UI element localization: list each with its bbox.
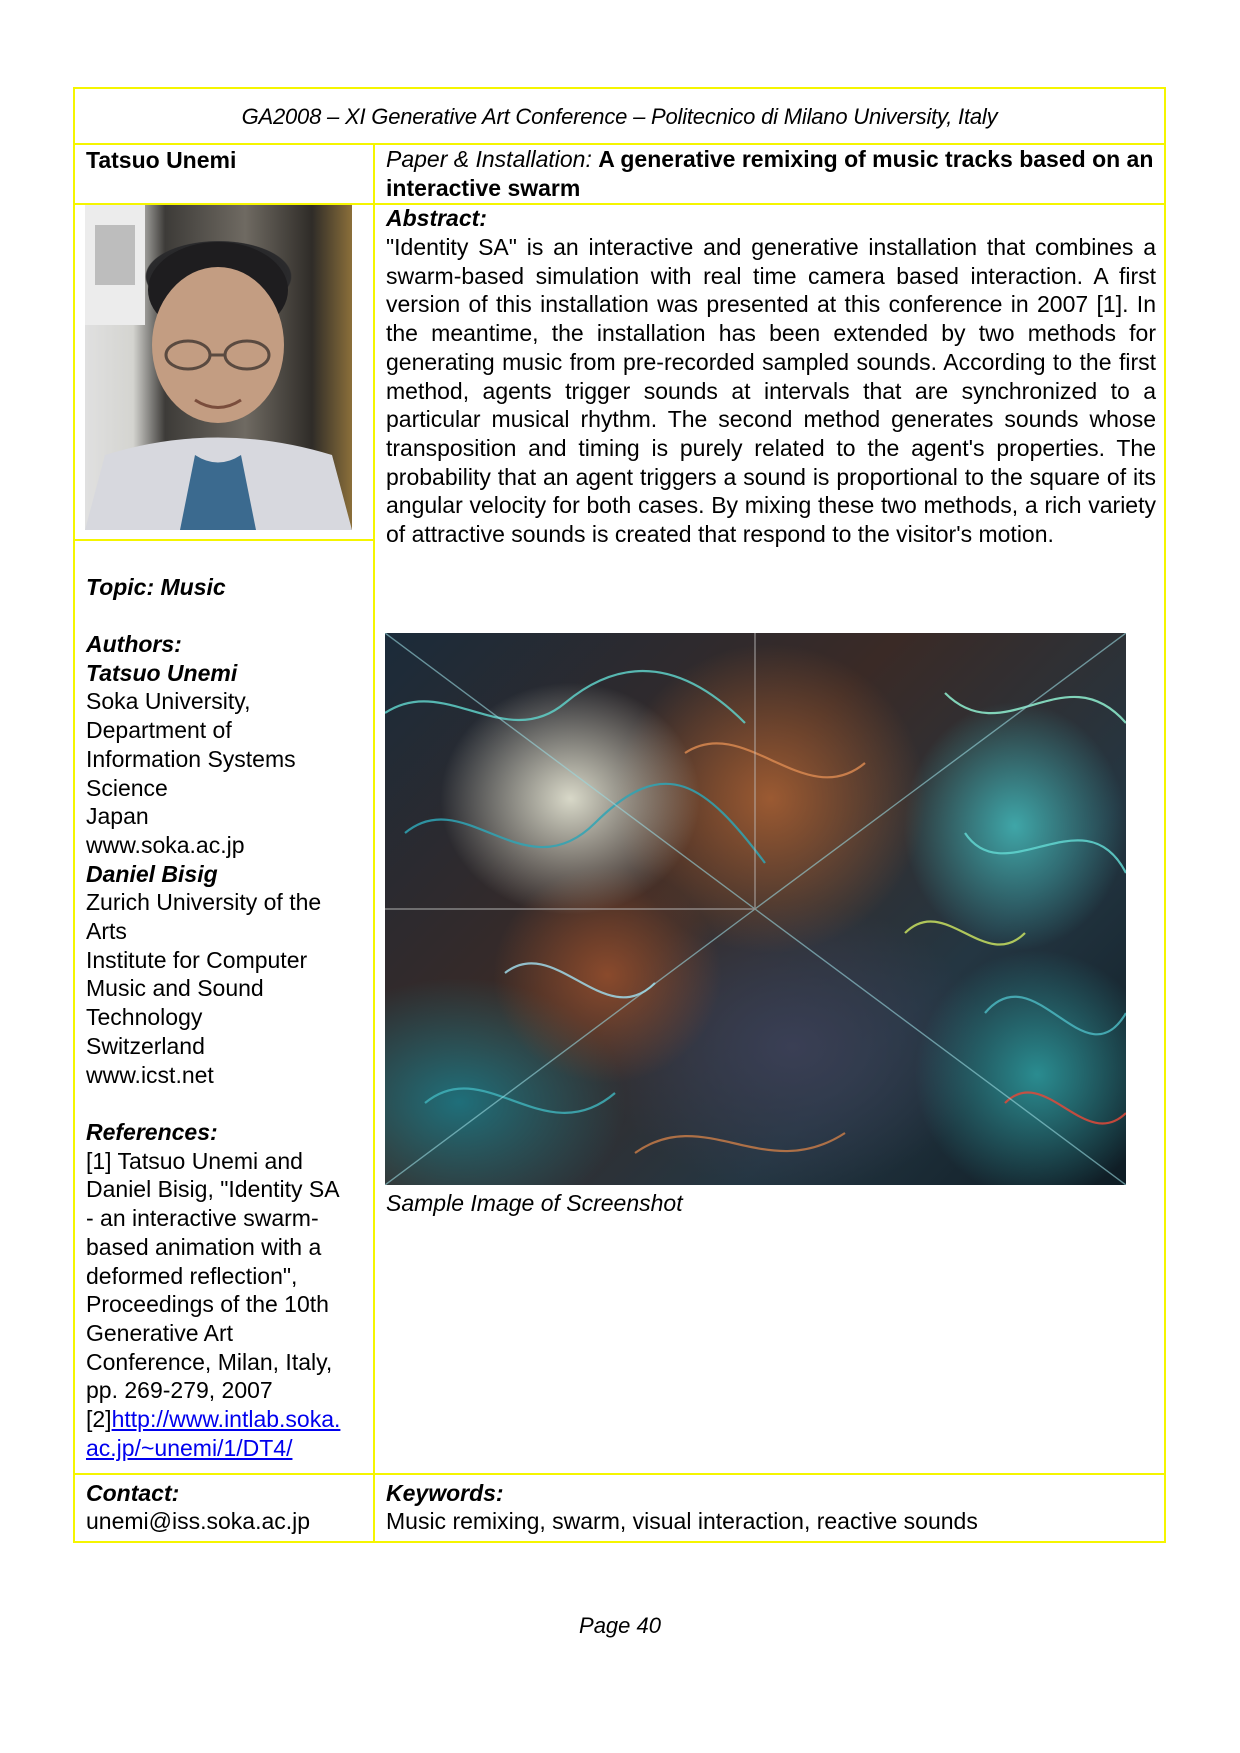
conference-header: GA2008 – XI Generative Art Conference – Politecnico di Milano University, Italy xyxy=(241,104,998,129)
references-section xyxy=(86,1118,368,1462)
author-2-line: Zurich University of the xyxy=(86,889,322,916)
authors-section xyxy=(86,630,368,1089)
author-name: Tatsuo Unemi xyxy=(86,147,237,173)
reference-2-link-cont[interactable]: ac.jp/~unemi/1/DT4/ xyxy=(86,1434,293,1461)
author-1-line: Information Systems xyxy=(86,745,296,772)
reference-2-prefix: [2] xyxy=(86,1406,112,1433)
reference-line: deformed reflection", xyxy=(86,1262,298,1289)
author-1-line: Science xyxy=(86,774,168,801)
author-2-line: Institute for Computer xyxy=(86,946,308,973)
abstract-heading: Abstract: xyxy=(386,205,487,231)
contact-heading: Contact: xyxy=(86,1480,180,1506)
references-heading: References: xyxy=(86,1119,218,1145)
author-2-name: Daniel Bisig xyxy=(86,860,218,887)
keywords-value: Music remixing, swarm, visual interaction, reactive sounds xyxy=(386,1508,978,1534)
sample-screenshot-image xyxy=(385,633,1126,1185)
author-2-line: Arts xyxy=(86,918,127,945)
reference-2-cont xyxy=(86,1434,368,1463)
abstract-body: "Identity SA" is an interactive and generative installation that combines a swarm-based simulation with real time camera based interaction. A first version of this installation was presented at this conference in 2007 [1]. In the meantime, the installation has been extended by two methods for generating music from pre-recorded sampled sounds. According to the first method, agents trigger sounds at intervals that are synchronized to a particular musical rhythm. The second method generates sounds whose transposition and timing is purely related to the agent's properties. The probability that an agent triggers a sound is proportional to the square of its angular velocity for both cases. By mixing these two methods, a rich variety of attractive sounds is created that respond to the visitor's motion. xyxy=(386,234,1156,548)
author-1-line: Japan xyxy=(86,803,149,830)
reference-line: Proceedings of the 10th xyxy=(86,1291,329,1318)
paper-sheet xyxy=(73,87,1166,1543)
author-2-line: Switzerland xyxy=(86,1032,205,1059)
reference-line: based animation with a xyxy=(86,1233,322,1260)
divider-column xyxy=(373,143,375,1541)
author-2-website: www.icst.net xyxy=(86,1061,214,1088)
author-2-line: Music and Sound xyxy=(86,975,264,1002)
author-1-line: Soka University, xyxy=(86,688,251,715)
reference-2 xyxy=(86,1405,368,1434)
reference-line: - an interactive swarm- xyxy=(86,1205,319,1232)
author-1-website: www.soka.ac.jp xyxy=(86,831,245,858)
figure-caption: Sample Image of Screenshot xyxy=(386,1190,683,1216)
author-1-name: Tatsuo Unemi xyxy=(86,659,238,686)
page-number: Page 40 xyxy=(579,1613,661,1638)
divider-photo xyxy=(75,539,373,541)
author-2-line: Technology xyxy=(86,1004,203,1031)
authors-heading: Authors: xyxy=(86,631,182,657)
paper-title xyxy=(386,145,1156,203)
author-photo xyxy=(85,205,352,530)
reference-line: Conference, Milan, Italy, xyxy=(86,1348,333,1375)
reference-line: pp. 269-279, 2007 xyxy=(86,1377,273,1404)
author-1-line: Department of xyxy=(86,717,232,744)
contact-email: unemi@iss.soka.ac.jp xyxy=(86,1508,311,1534)
topic-label: Topic: Music xyxy=(86,574,226,600)
title-label: Paper & Installation: xyxy=(386,146,592,172)
reference-line: Generative Art xyxy=(86,1319,234,1346)
title-text: A generative remixing of music tracks based on an interactive swarm xyxy=(386,146,1154,201)
keywords-heading: Keywords: xyxy=(386,1480,504,1506)
divider-footer xyxy=(75,1473,1164,1475)
reference-line: Daniel Bisig, "Identity SA xyxy=(86,1176,340,1203)
reference-2-link[interactable]: http://www.intlab.soka. xyxy=(111,1406,341,1433)
reference-line: [1] Tatsuo Unemi and xyxy=(86,1147,303,1174)
